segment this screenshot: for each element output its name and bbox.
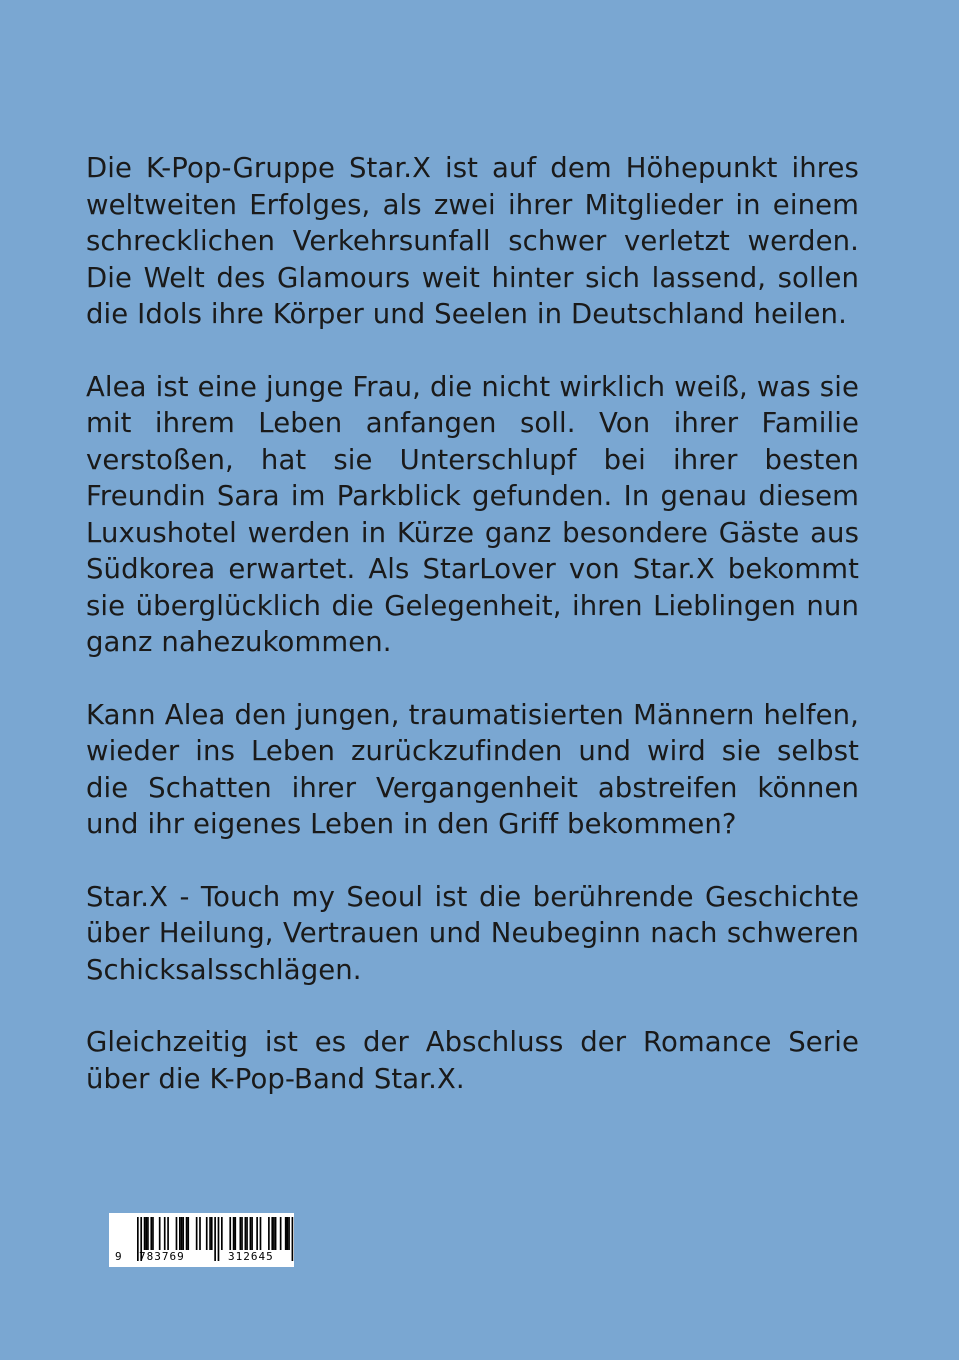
barcode-bar	[275, 1217, 277, 1250]
barcode-bar	[245, 1217, 247, 1250]
blurb-paragraph-5: Gleichzeitig ist es der Abschluss der Romance Serie über die K-Pop-Band Star.X.	[86, 1026, 859, 1095]
barcode-bar	[179, 1217, 181, 1250]
barcode-bar	[292, 1217, 294, 1261]
barcode-bar	[285, 1217, 287, 1250]
barcode-bar	[280, 1217, 282, 1250]
barcode-left-group: 783769	[139, 1250, 185, 1263]
barcode-bar	[241, 1217, 243, 1250]
blurb-paragraph-1: Die K-Pop-Gruppe Star.X ist auf dem Höhepunkt ihres weltweiten Erfolges, als zwei ihrer Mitglieder in einem schrecklichen Verkehrsunfall schwer verletzt werden. Die Welt des Glamours weit hinter sich lassend, sollen die Idols ihre Körper und Seelen in Deutschland heilen.	[86, 152, 859, 330]
barcode-bar	[206, 1217, 208, 1250]
blurb-paragraph-2: Alea ist eine junge Frau, die nicht wirklich weiß, was sie mit ihrem Leben anfangen soll. Von ihrer Familie verstoßen, hat sie Unterschlupf bei ihrer besten Freundin Sara im Parkblick gefunden. In genau diesem Luxushotel werden in Kürze ganz besondere Gäste aus Südkorea erwartet. Als StarLover von Star.X bekommt sie überglücklich die Gelegenheit, ihren Lieblingen nun ganz nahezukommen.	[86, 370, 859, 658]
barcode-bar	[181, 1217, 183, 1250]
barcode-bar	[209, 1217, 211, 1250]
blurb-paragraph-4: Star.X - Touch my Seoul ist die berührende Geschichte über Heilung, Vertrauen und Neubeginn nach schweren Schicksalsschlägen.	[86, 880, 859, 986]
barcode-first-digit: 9	[115, 1250, 123, 1263]
barcode-bar	[159, 1217, 161, 1250]
barcode-bar	[250, 1217, 252, 1250]
barcode-bar	[186, 1217, 188, 1250]
barcode-right-group: 312645	[228, 1250, 274, 1263]
barcode-bar	[196, 1217, 198, 1250]
barcode-bar	[288, 1217, 290, 1250]
barcode-bar	[218, 1217, 220, 1261]
barcode-bar	[176, 1217, 178, 1250]
barcode-bar	[221, 1217, 223, 1250]
barcode-bar	[229, 1217, 231, 1250]
isbn-barcode	[109, 1213, 294, 1267]
barcode-bar	[147, 1217, 149, 1250]
barcode-bar	[167, 1217, 169, 1250]
barcode-bar	[271, 1217, 273, 1250]
barcode-bar	[182, 1217, 184, 1250]
barcode-bar	[246, 1217, 248, 1250]
barcode-bar	[251, 1217, 253, 1250]
barcode-bar	[233, 1217, 235, 1250]
barcode-bar	[164, 1217, 166, 1250]
barcode-bar	[214, 1217, 216, 1261]
barcode-bar	[152, 1217, 154, 1250]
blurb-paragraph-3: Kann Alea den jungen, traumatisierten Männern helfen, wieder ins Leben zurückzufinden und wird sie selbst die Schatten ihrer Vergangenheit abstreifen können und ihr eigenes Leben in den Griff bekommen?	[86, 698, 859, 840]
barcode-bar	[144, 1217, 146, 1250]
barcode-bar	[234, 1217, 236, 1250]
barcode-bar	[268, 1217, 270, 1250]
barcode-bar	[150, 1217, 152, 1250]
barcode-bar	[273, 1217, 275, 1250]
back-cover-blurb	[86, 150, 859, 1133]
barcode-bar	[260, 1217, 262, 1250]
barcode-bar	[211, 1217, 213, 1250]
barcode-bar	[199, 1217, 201, 1250]
barcode-bar	[187, 1217, 189, 1250]
barcode-bar	[145, 1217, 147, 1250]
barcode-bar	[287, 1217, 289, 1250]
barcode-bar	[256, 1217, 258, 1250]
barcode-bar	[239, 1217, 241, 1250]
